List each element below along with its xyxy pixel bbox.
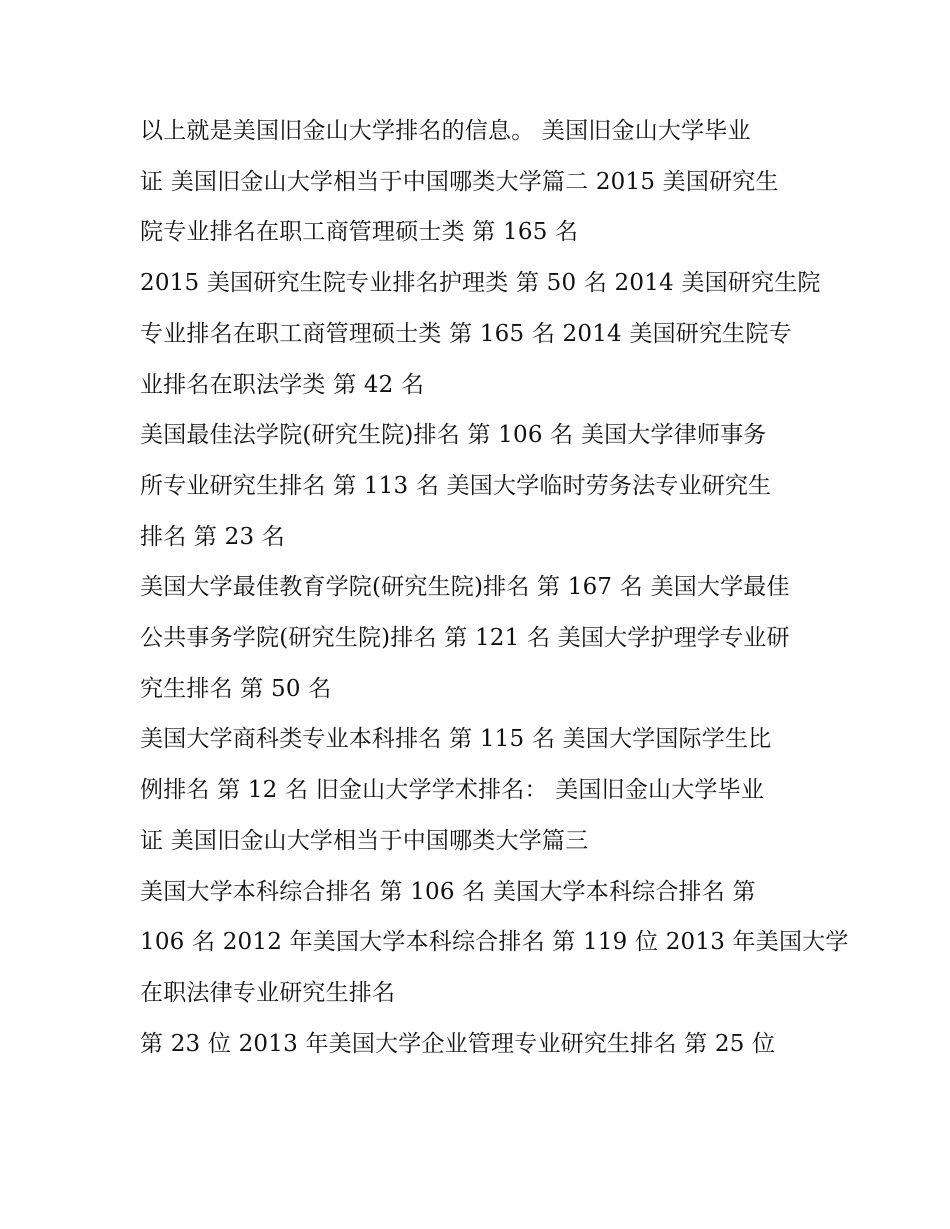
- text-line: 业排名在职法学类 第 42 名: [140, 371, 425, 398]
- text-line: 公共事务学院(研究生院)排名 第 121 名 美国大学护理学专业研: [140, 625, 790, 652]
- text-line: 究生排名 第 50 名: [140, 675, 332, 702]
- text-line: 106 名 2012 年美国大学本科综合排名 第 119 位 2013 年美国大学: [140, 929, 849, 956]
- text-line: 第 23 位 2013 年美国大学企业管理专业研究生排名 第 25 位: [140, 1030, 776, 1057]
- text-line: 专业排名在职工商管理硕士类 第 165 名 2014 美国研究生院专: [140, 320, 792, 347]
- text-line: 美国大学本科综合排名 第 106 名 美国大学本科综合排名 第: [140, 878, 756, 905]
- text-line: 例排名 第 12 名 旧金山大学学术排名： 美国旧金山大学毕业: [140, 777, 765, 804]
- text-line: 2015 美国研究生院专业排名护理类 第 50 名 2014 美国研究生院: [140, 270, 821, 297]
- text-line: 院专业排名在职工商管理硕士类 第 165 名: [140, 219, 579, 246]
- text-line: 排名 第 23 名: [140, 523, 285, 550]
- text-line: 所专业研究生排名 第 113 名 美国大学临时劳务法专业研究生: [140, 472, 772, 499]
- text-line: 美国大学商科类专业本科排名 第 115 名 美国大学国际学生比: [140, 726, 772, 753]
- document-body: [140, 106, 849, 1069]
- text-line: 在职法律专业研究生排名: [140, 979, 396, 1006]
- text-line: 以上就是美国旧金山大学排名的信息。 美国旧金山大学毕业: [140, 118, 751, 144]
- text-line: 证 美国旧金山大学相当于中国哪类大学篇二 2015 美国研究生: [140, 168, 779, 195]
- text-line: 美国大学最佳教育学院(研究生院)排名 第 167 名 美国大学最佳: [140, 574, 790, 601]
- text-line: 证 美国旧金山大学相当于中国哪类大学篇三: [140, 827, 589, 854]
- text-line: 美国最佳法学院(研究生院)排名 第 106 名 美国大学律师事务: [140, 422, 767, 449]
